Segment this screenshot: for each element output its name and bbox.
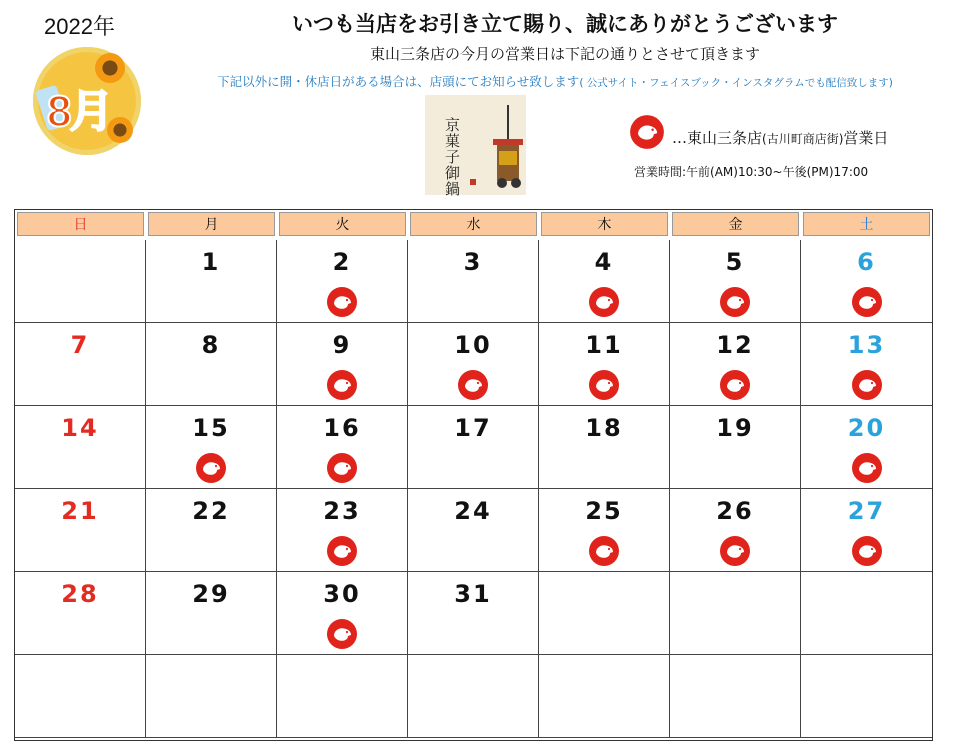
calendar-day-cell <box>408 406 539 489</box>
day-number: 27 <box>847 497 886 525</box>
calendar-day-cell <box>277 655 408 738</box>
calendar-day-cell <box>801 572 932 655</box>
calendar-day-cell <box>539 406 670 489</box>
legend-detail: (古川町商店街) <box>762 132 844 146</box>
calendar-day-cell <box>15 240 146 323</box>
calendar-day-cell <box>801 655 932 738</box>
day-number: 11 <box>585 331 623 359</box>
calendar-day-cell <box>146 240 277 323</box>
calendar-day-cell <box>146 406 277 489</box>
open-day-stamp <box>457 369 489 401</box>
calendar-day-cell <box>801 240 932 323</box>
open-day-stamp <box>195 452 227 484</box>
day-number: 6 <box>857 248 876 276</box>
month-label: 8月 <box>47 87 112 136</box>
calendar-day-cell <box>670 240 801 323</box>
red-bird-stamp-icon <box>588 369 620 401</box>
weekday-header-cell: 月 <box>148 212 275 236</box>
day-number: 7 <box>70 331 90 359</box>
open-day-stamp <box>588 535 620 567</box>
day-number: 18 <box>585 414 623 442</box>
red-bird-stamp-icon <box>719 286 751 318</box>
calendar-day-cell <box>277 240 408 323</box>
day-number: 30 <box>323 580 361 608</box>
legend-suffix: 営業日 <box>843 129 889 147</box>
calendar-day-cell <box>670 323 801 406</box>
red-bird-stamp-icon <box>195 452 227 484</box>
open-day-stamp <box>326 452 358 484</box>
calendar-day-cell <box>539 572 670 655</box>
float-illustration <box>425 95 526 198</box>
calendar-day-cell <box>15 572 146 655</box>
day-number: 28 <box>61 580 99 608</box>
day-number: 8 <box>201 331 221 359</box>
open-day-stamp <box>588 369 620 401</box>
calendar-day-cell <box>15 489 146 572</box>
day-number: 14 <box>61 414 99 442</box>
red-bird-stamp-icon <box>629 114 665 150</box>
red-bird-stamp-icon <box>457 369 489 401</box>
red-bird-stamp-icon <box>588 535 620 567</box>
calendar-day-cell <box>670 489 801 572</box>
red-bird-stamp-icon <box>851 286 883 318</box>
open-day-stamp <box>719 535 751 567</box>
day-number: 5 <box>725 248 745 276</box>
subline: 東山三条店の今月の営業日は下記の通りとさせて頂きます <box>369 45 760 63</box>
calendar-day-cell <box>539 323 670 406</box>
day-number: 26 <box>716 497 754 525</box>
weekday-header-cell: 金 <box>672 212 799 236</box>
calendar-day-cell <box>801 489 932 572</box>
weekday-header-cell: 日 <box>17 212 144 236</box>
day-number: 21 <box>61 497 99 525</box>
headline: いつも当店をお引き立て賜り、誠にありがとうございます <box>292 12 838 36</box>
business-hours: 営業時間:午前(AM)10:30~午後(PM)17:00 <box>634 165 869 179</box>
day-number: 25 <box>585 497 623 525</box>
month-badge <box>33 47 141 155</box>
red-bird-stamp-icon <box>851 452 883 484</box>
calendar-day-cell <box>146 323 277 406</box>
open-day-stamp <box>719 286 751 318</box>
day-number: 9 <box>332 331 352 359</box>
weekday-header-cell: 木 <box>541 212 668 236</box>
open-day-stamp <box>326 369 358 401</box>
calendar-day-cell <box>15 655 146 738</box>
day-number: 29 <box>192 580 230 608</box>
calendar-day-cell <box>408 489 539 572</box>
day-number: 31 <box>454 580 492 608</box>
open-day-stamp <box>326 535 358 567</box>
calendar-day-cell <box>670 655 801 738</box>
red-bird-stamp-icon <box>719 535 751 567</box>
calendar-day-cell <box>801 406 932 489</box>
calendar-day-cell <box>15 406 146 489</box>
red-bird-stamp-icon <box>326 286 358 318</box>
day-number: 4 <box>594 248 614 276</box>
weekday-header-cell: 土 <box>803 212 930 236</box>
day-number: 1 <box>201 248 221 276</box>
open-day-stamp <box>851 369 883 401</box>
calendar-day-cell <box>408 572 539 655</box>
calendar-day-cell <box>408 240 539 323</box>
calendar-day-cell <box>146 655 277 738</box>
year-label: 2022年 <box>44 14 115 39</box>
day-number: 19 <box>716 414 754 442</box>
open-day-stamp <box>851 286 883 318</box>
day-number: 3 <box>463 248 483 276</box>
calendar-day-cell <box>539 489 670 572</box>
day-number: 15 <box>192 414 230 442</box>
calendar-day-cell <box>408 323 539 406</box>
day-number: 13 <box>847 331 886 359</box>
notice <box>170 72 940 90</box>
calendar-day-cell <box>801 323 932 406</box>
day-number: 2 <box>332 248 352 276</box>
calendar-day-cell <box>277 572 408 655</box>
calendar <box>14 209 933 741</box>
day-number: 17 <box>454 414 492 442</box>
day-number: 22 <box>192 497 230 525</box>
red-bird-stamp-icon <box>326 452 358 484</box>
notice-main: 下記以外に開・休店日がある場合は、店頭にてお知らせ致します <box>217 74 580 89</box>
calendar-day-cell <box>277 406 408 489</box>
calendar-day-cell <box>277 323 408 406</box>
legend-prefix: …東山三条店 <box>672 129 763 147</box>
day-number: 20 <box>847 414 886 442</box>
shop-logo <box>425 95 526 198</box>
open-day-stamp <box>719 369 751 401</box>
day-number: 10 <box>454 331 492 359</box>
red-bird-stamp-icon <box>326 535 358 567</box>
open-day-stamp <box>851 452 883 484</box>
legend-stamp <box>629 114 665 150</box>
weekday-header <box>15 210 932 240</box>
red-bird-stamp-icon <box>588 286 620 318</box>
calendar-day-cell <box>277 489 408 572</box>
open-day-stamp <box>326 286 358 318</box>
calendar-day-cell <box>15 323 146 406</box>
legend-text <box>672 127 888 148</box>
open-day-stamp <box>326 618 358 650</box>
day-number: 24 <box>454 497 492 525</box>
weekday-header-cell: 水 <box>410 212 537 236</box>
calendar-grid <box>15 240 932 738</box>
calendar-day-cell <box>408 655 539 738</box>
day-number: 12 <box>716 331 754 359</box>
calendar-day-cell <box>146 489 277 572</box>
logo-text: 京菓子御鍋 <box>445 116 461 198</box>
red-bird-stamp-icon <box>326 369 358 401</box>
red-bird-stamp-icon <box>719 369 751 401</box>
day-number: 16 <box>323 414 361 442</box>
calendar-day-cell <box>670 572 801 655</box>
red-bird-stamp-icon <box>326 618 358 650</box>
notice-small: ( 公式サイト・フェイスブック・インスタグラムでも配信致します) <box>579 77 893 89</box>
open-day-stamp <box>851 535 883 567</box>
calendar-day-cell <box>539 655 670 738</box>
calendar-day-cell <box>670 406 801 489</box>
weekday-header-cell: 火 <box>279 212 406 236</box>
day-number: 23 <box>323 497 361 525</box>
red-bird-stamp-icon <box>851 369 883 401</box>
calendar-day-cell <box>539 240 670 323</box>
open-day-stamp <box>588 286 620 318</box>
calendar-day-cell <box>146 572 277 655</box>
red-bird-stamp-icon <box>851 535 883 567</box>
